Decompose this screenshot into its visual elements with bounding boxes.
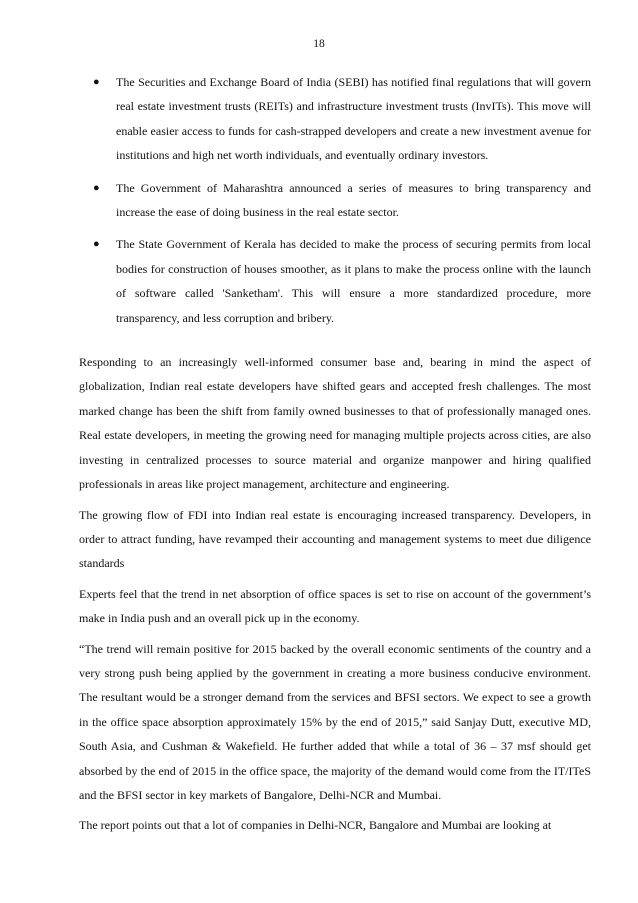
document-body: [79, 70, 591, 844]
body-paragraphs: [79, 350, 591, 838]
bullet-icon: ●: [93, 76, 100, 88]
paragraph: “The trend will remain positive for 2015 backed by the overall economic sentiments of the country and a very strong push being applied by the government in creating a more business conducive environment. The resultant would be a stronger demand from the services and BFSI sectors. We expect to see a growth in the office space absorption approximately 15% by the end of 2015,” said Sanjay Dutt, executive MD, South Asia, and Cushman & Wakefield. He further added that while a total of 36 – 37 msf should get absorbed by the end of 2015 in the office space, the majority of the demand would come from the IT/ITeS and the BFSI sector in key markets of Bangalore, Delhi-NCR and Mumbai.: [79, 641, 591, 802]
paragraph: Responding to an increasingly well-informed consumer base and, bearing in mind the aspect of globalization, Indian real estate developers have shifted gears and accepted fresh challenges. The most marked change has been the shift from family owned businesses to that of professionally managed ones. Real estate developers, in meeting the growing need for managing multiple projects across cities, are also investing in centralized processes to source material and organize manpower and hiring qualified professionals in areas like project management, architecture and engineering.: [79, 355, 591, 492]
paragraph: The growing flow of FDI into Indian real estate is encouraging increased transparency. Developers, in order to attract funding, have revamped their accounting and management systems to meet due diligence standards: [79, 507, 591, 571]
page-number: 18: [313, 38, 325, 50]
bullet-list: [79, 70, 591, 330]
bullet-item: [79, 232, 591, 330]
bullet-text: The Government of Maharashtra announced a series of measures to bring transparency and increase the ease of doing business in the real estate sector.: [116, 180, 591, 220]
paragraph: Experts feel that the trend in net absorption of office spaces is set to rise on account of the government’s make in India push and an overall pick up in the economy.: [79, 586, 591, 626]
bullet-text: The State Government of Kerala has decided to make the process of securing permits from local bodies for construction of houses smoother, as it plans to make the process online with the launch of software called 'Sanketham'. This will ensure a more standardized procedure, more transparency, and less corruption and bribery.: [116, 237, 591, 325]
bullet-icon: ●: [93, 181, 100, 194]
bullet-item: [79, 176, 591, 225]
bullet-item: [79, 70, 591, 168]
paragraph: The report points out that a lot of companies in Delhi-NCR, Bangalore and Mumbai are looking at: [79, 818, 552, 833]
bullet-icon: ●: [93, 238, 100, 251]
bullet-text: The Securities and Exchange Board of India (SEBI) has notified final regulations that will govern real estate investment trusts (REITs) and infrastructure investment trusts (InvITs). This move will enable easier access to funds for cash-strapped developers and create a new investment avenue for institutions and high net worth individuals, and eventually ordinary investors.: [116, 75, 591, 163]
